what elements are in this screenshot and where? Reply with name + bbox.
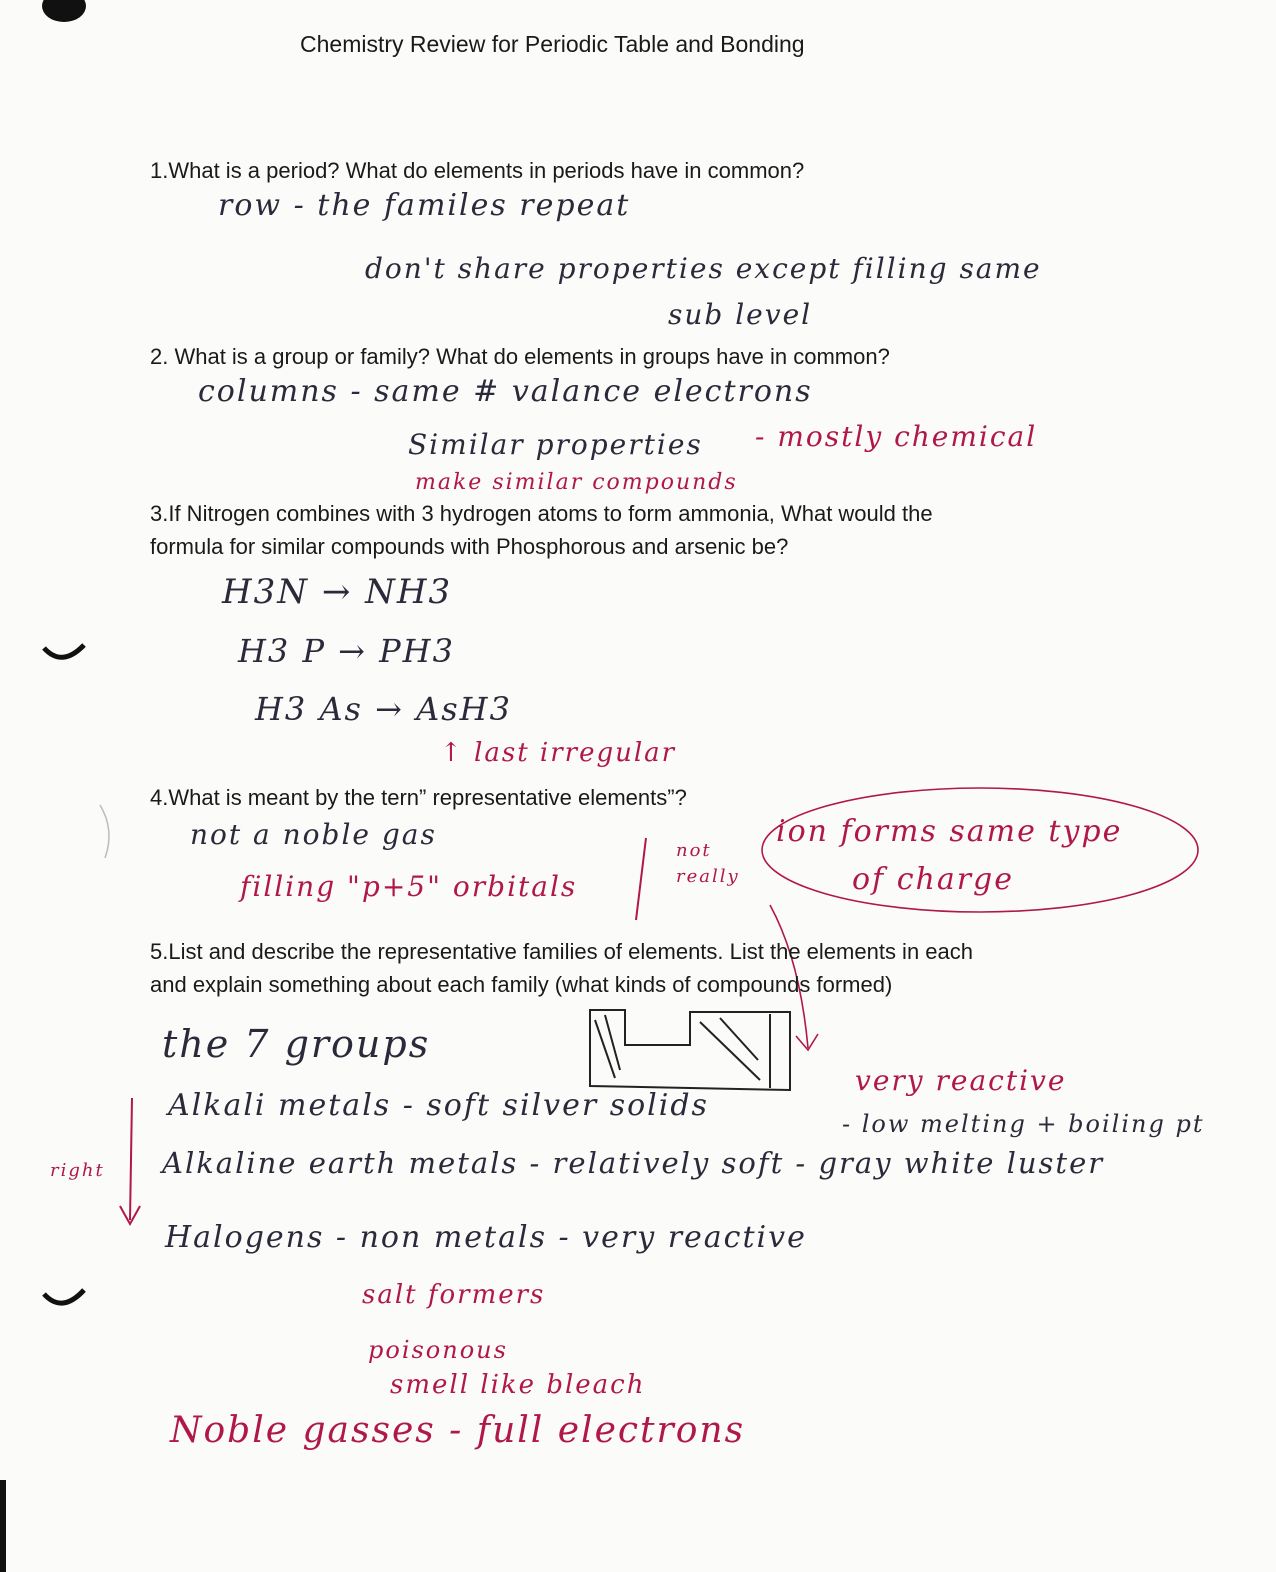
- answer-2-line-2: Similar properties: [408, 428, 703, 461]
- answer-5-halogens: Halogens - non metals - very reactive: [165, 1220, 807, 1255]
- page-title: Chemistry Review for Periodic Table and Bonding: [300, 31, 805, 57]
- answer-4-line-1: not a noble gas: [190, 818, 437, 851]
- answer-4-side-note: not really: [676, 840, 740, 887]
- hole-punch-bottom: [44, 1290, 84, 1303]
- answer-3-line-2: H3 P → PH3: [238, 632, 455, 670]
- answer-2-line-3: - mostly chemical: [755, 420, 1038, 453]
- answer-1-line-3: sub level: [668, 298, 813, 331]
- question-3-line-2: formula for similar compounds with Phosphorous and arsenic be?: [150, 534, 789, 559]
- answer-3-line-3: H3 As → AsH3: [255, 690, 512, 728]
- answer-5-alkali: Alkali metals - soft silver solids: [168, 1088, 709, 1123]
- answer-1-line-1: row - the familes repeat: [218, 188, 631, 223]
- answer-3-note: ↑ last irregular: [440, 738, 677, 768]
- answer-5-note-very-reactive: very reactive: [855, 1064, 1067, 1097]
- question-1: 1.What is a period? What do elements in periods have in common?: [150, 158, 805, 183]
- answer-1-line-2: don't share properties except filling same: [365, 252, 1042, 285]
- question-4: 4.What is meant by the tern” representative elements”?: [150, 785, 687, 810]
- answer-3-line-1: H3N → NH3: [222, 572, 453, 612]
- answer-5-halogens-note-3: smell like bleach: [390, 1370, 646, 1400]
- annotation-down-arrow: [130, 1098, 132, 1220]
- answer-2-line-4: make similar compounds: [415, 470, 738, 495]
- periodic-table-sketch: [590, 1010, 790, 1090]
- answer-4-circled-line-1: ion forms same type: [776, 814, 1123, 849]
- annotation-divider: [636, 838, 646, 920]
- question-5-line-1: 5.List and describe the representative families of elements. List the elements in each: [150, 939, 974, 964]
- question-2: 2. What is a group or family? What do elements in groups have in common?: [150, 344, 890, 369]
- answer-2-line-1: columns - same # valance electrons: [198, 374, 813, 409]
- answer-5-alkali-note: - low melting + boiling pt: [842, 1110, 1205, 1138]
- answer-4-circled-line-2: of charge: [852, 862, 1015, 897]
- answer-5-halogens-note-1: salt formers: [362, 1280, 546, 1310]
- hole-punch-top: [42, 0, 86, 22]
- answer-5-side-label: right: [50, 1160, 105, 1181]
- question-5-line-2: and explain something about each family (what kinds of compounds formed): [150, 972, 893, 997]
- answer-5-halogens-note-2: poisonous: [368, 1336, 508, 1364]
- answer-5-alkaline-earth: Alkaline earth metals - relatively soft - gray white luster: [162, 1146, 1105, 1180]
- scan-edge-mark: [0, 1480, 6, 1572]
- answer-5-noble-gases: Noble gasses - full electrons: [170, 1410, 746, 1451]
- question-3-line-1: 3.If Nitrogen combines with 3 hydrogen atoms to form ammonia, What would the: [150, 501, 933, 526]
- answer-5-heading: the 7 groups: [162, 1022, 431, 1066]
- hole-punch-mid: [44, 645, 84, 657]
- answer-4-line-2: filling "p+5" orbitals: [240, 870, 578, 903]
